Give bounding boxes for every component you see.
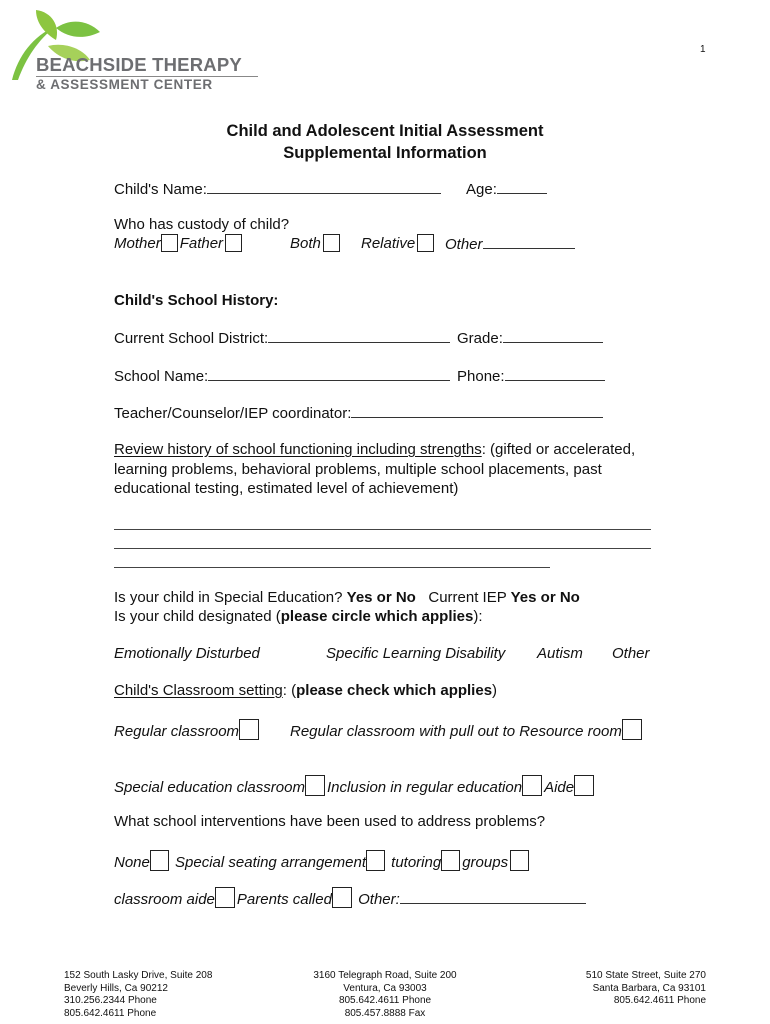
intervention-tutoring-checkbox[interactable] (441, 850, 460, 871)
logo-line1: BEACHSIDE THERAPY (36, 54, 242, 75)
classroom-special-label: Special education classroom (114, 779, 305, 796)
footer-col1-line1: 152 South Lasky Drive, Suite 208 (64, 970, 213, 981)
logo (8, 6, 268, 92)
footer-address-ventura (300, 970, 470, 1020)
footer-col1-line4: 805.642.4611 Phone (64, 1007, 157, 1019)
school-name-row (114, 366, 450, 385)
teacher-row (114, 403, 603, 422)
iep-q-text: Current IEP (428, 589, 507, 606)
footer-col2-line3: 805.642.4611 Phone (338, 995, 432, 1006)
school-history-heading: Child's School History: (114, 292, 279, 309)
review-rest: : (gifted or accelerated, (481, 441, 636, 458)
title-line1: Child and Adolescent Initial Assessment (226, 122, 544, 140)
footer-col1-line2: Beverly Hills, Ca 90212 (64, 982, 168, 994)
age-row (466, 179, 547, 198)
interventions-row-2 (114, 887, 586, 908)
intervention-aide-label: classroom aide (114, 891, 215, 908)
special-ed-question (114, 589, 580, 606)
classroom-aide-checkbox[interactable] (574, 775, 594, 796)
designation-autism[interactable]: Autism (537, 645, 583, 662)
classroom-regular-row (114, 719, 261, 740)
grade-field[interactable] (503, 328, 603, 343)
footer-address-santa-barbara (546, 970, 706, 1008)
custody-question: Who has custody of child? (114, 216, 290, 233)
designated-q-instruction: please circle which applies (280, 608, 474, 625)
custody-both-row (290, 234, 342, 252)
intervention-parents-label: Parents called (236, 891, 332, 908)
designation-learning-disability[interactable]: Specific Learning Disability (326, 645, 506, 662)
designation-other[interactable]: Other (612, 645, 650, 662)
classroom-label-instruction: please check which applies (296, 682, 493, 699)
answer-line-2[interactable] (114, 548, 651, 549)
interventions-row-1 (114, 850, 531, 871)
intervention-groups-checkbox[interactable] (510, 850, 529, 871)
age-field[interactable] (497, 179, 547, 194)
teacher-field[interactable] (351, 403, 603, 418)
classroom-inclusion-checkbox[interactable] (522, 775, 542, 796)
custody-relative-row (361, 234, 436, 252)
classroom-regular-checkbox[interactable] (239, 719, 259, 740)
intervention-tutoring-label: tutoring (391, 854, 442, 871)
classroom-label-a: : ( (282, 682, 297, 699)
custody-father-label: Father (179, 235, 224, 252)
school-name-field[interactable] (208, 366, 450, 381)
classroom-label-c: ) (492, 682, 498, 699)
age-label: Age: (466, 181, 497, 198)
footer-col2-line2: Ventura, Ca 93003 (343, 982, 427, 994)
special-ed-q-text: Is your child in Special Education? (114, 589, 343, 606)
intervention-groups-label: groups (462, 854, 509, 871)
grade-label: Grade: (457, 330, 503, 347)
classroom-special-checkbox[interactable] (305, 775, 325, 796)
grade-row (457, 328, 603, 347)
footer-col2-line4: 805.457.8888 Fax (344, 1007, 426, 1019)
logo-line2: & ASSESSMENT CENTER (36, 77, 213, 92)
answer-line-1[interactable] (114, 529, 651, 530)
review-underlined: Review history of school functioning including strengths (114, 441, 482, 458)
footer-col2-line1: 3160 Telegraph Road, Suite 200 (313, 970, 457, 981)
page-number: 1 (700, 44, 706, 55)
intervention-aide-checkbox[interactable] (215, 887, 235, 908)
custody-father-checkbox[interactable] (225, 234, 242, 252)
classroom-aide-label: Aide (544, 779, 575, 796)
designated-question (114, 608, 483, 625)
review-paragraph (114, 440, 635, 499)
custody-other-label: Other (445, 236, 483, 253)
childs-name-row (114, 179, 441, 198)
intervention-none-label: None (114, 854, 150, 871)
intervention-seating-checkbox[interactable] (366, 850, 385, 871)
custody-other-field[interactable] (483, 234, 575, 249)
review-line2: learning problems, behavioral problems, multiple school placements, past (114, 460, 602, 478)
custody-both-label: Both (290, 235, 321, 252)
intervention-seating-label: Special seating arrangement (175, 854, 366, 871)
school-name-label: School Name: (114, 368, 209, 385)
special-ed-yes-no[interactable]: Yes or No (346, 589, 416, 606)
interventions-question: What school interventions have been used to address problems? (114, 813, 546, 830)
designated-q-text: Is your child designated ( (114, 608, 281, 625)
answer-line-3[interactable] (114, 567, 550, 568)
classroom-pullout-label: Regular classroom with pull out to Resource room (290, 723, 622, 740)
district-row (114, 328, 450, 347)
intervention-parents-checkbox[interactable] (332, 887, 352, 908)
teacher-label: Teacher/Counselor/IEP coordinator: (114, 405, 352, 422)
custody-mother-label: Mother (114, 235, 161, 252)
iep-yes-no[interactable]: Yes or No (510, 589, 580, 606)
classroom-setting-label (114, 682, 497, 699)
intervention-other-field[interactable] (400, 889, 586, 904)
footer-col3-line2: Santa Barbara, Ca 93101 (592, 982, 706, 994)
custody-other-row (445, 234, 575, 253)
footer-address-beverly-hills (64, 970, 212, 1020)
classroom-pullout-checkbox[interactable] (622, 719, 642, 740)
custody-mother-checkbox[interactable] (161, 234, 178, 252)
custody-relative-label: Relative (361, 235, 416, 252)
footer-col3-line3: 805.642.4611 Phone (613, 995, 706, 1006)
district-field[interactable] (268, 328, 450, 343)
designated-q-end: ): (473, 608, 483, 625)
designation-emotionally-disturbed[interactable]: Emotionally Disturbed (114, 645, 260, 662)
title-line2: Supplemental Information (283, 144, 487, 162)
custody-relative-checkbox[interactable] (417, 234, 434, 252)
intervention-none-checkbox[interactable] (150, 850, 169, 871)
page-title (0, 120, 770, 164)
review-line3: educational testing, estimated level of achievement) (114, 480, 459, 497)
intervention-other-label: Other: (358, 891, 400, 908)
phone-field[interactable] (505, 366, 605, 381)
district-label: Current School District: (114, 330, 269, 347)
childs-name-field[interactable] (207, 179, 441, 194)
phone-row (457, 366, 605, 385)
custody-both-checkbox[interactable] (323, 234, 340, 252)
classroom-inclusion-label: Inclusion in regular education (326, 779, 523, 796)
classroom-label-underlined: Child's Classroom setting (114, 682, 283, 699)
footer-col1-line3: 310.256.2344 Phone (64, 995, 157, 1006)
phone-label: Phone: (457, 368, 505, 385)
classroom-pullout-row (290, 719, 644, 740)
classroom-special-row (114, 775, 596, 796)
classroom-regular-label: Regular classroom (114, 723, 240, 740)
footer-col3-line1: 510 State Street, Suite 270 (585, 970, 706, 981)
custody-options (114, 234, 244, 252)
childs-name-label: Child's Name: (114, 181, 207, 198)
